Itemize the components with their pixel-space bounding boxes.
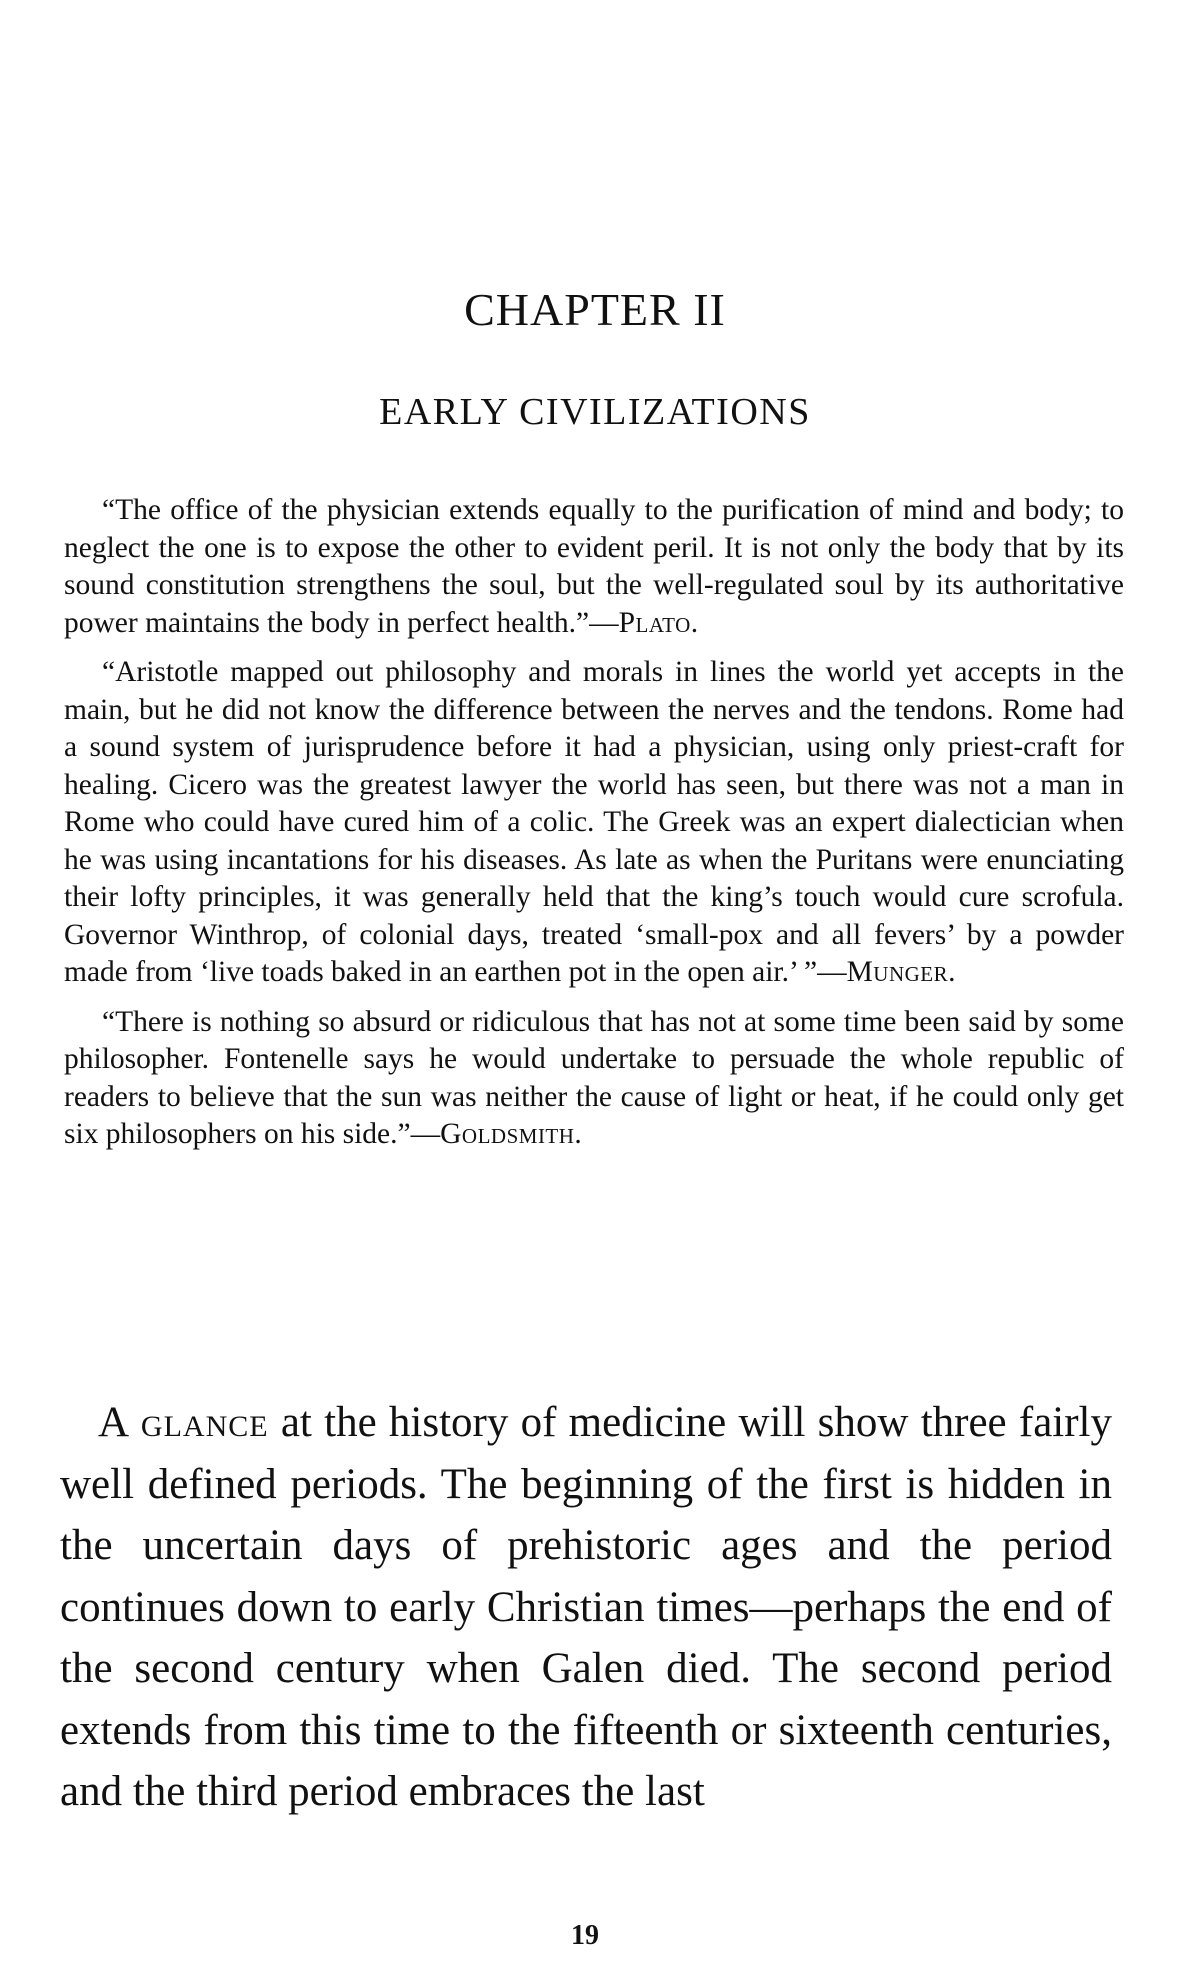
epigraph-munger <box>64 654 1124 992</box>
paragraph-lead-in: A glance <box>98 1399 269 1446</box>
epigraph-plato <box>64 492 1124 642</box>
chapter-title: EARLY CIVILIZATIONS <box>379 391 811 433</box>
epigraph-attribution: Munger. <box>846 956 957 988</box>
page-number: 19 <box>571 1920 599 1951</box>
epigraph-text: “The office of the physician extends equally to the purification of mind and body; to neglect the one is to expose the other to evident peril. It is not only the body that by its sound constitution strengthens the soul, but the well-regulated soul by its authoritative power maintains the body in perfect health.”— <box>64 494 1124 639</box>
epigraph-text: “There is nothing so absurd or ridiculous that has not at some time been said by some philosopher. Fontenelle says he would undertake to persuade the whole republic of readers to believe that the sun was neither the cause of light or heat, if he could only get six philosophers on his side.”— <box>64 1005 1124 1150</box>
paragraph-text: at the history of medicine will show three fairly well defined periods. The beginning of the first is hidden in the uncertain days of prehistoric ages and the period continues down to early Christian times—perhaps the end of the second century when Galen died. The second period extends from this time to the fifteenth or sixteenth centuries, and the third period embraces the last <box>60 1399 1112 1815</box>
epigraph-text: “Aristotle mapped out philosophy and morals in lines the world yet accepts in the main, but he did not know the difference between the nerves and the tendons. Rome had a sound system of jurisprudence before it had a physician, using only priest-craft for healing. Cicero was the greatest lawyer the world has seen, but there was not a man in Rome who could have cured him of a colic. The Greek was an expert dialectician when he was using incantations for his diseases. As late as when the Puritans were enunciating their lofty principles, it was generally held that the king’s touch would cure scrofula. Governor Winthrop, of colonial days, treated ‘small-pox and all fevers’ by a powder made from ‘live toads baked in an earthen pot in the open air.’ ”— <box>64 656 1124 988</box>
epigraph-attribution: Plato. <box>618 606 699 639</box>
chapter-number: CHAPTER II <box>464 284 726 335</box>
body-paragraph <box>60 1392 1112 1823</box>
epigraphs <box>64 492 1124 1166</box>
epigraph-attribution: Goldsmith. <box>440 1118 583 1150</box>
epigraph-goldsmith <box>64 1004 1124 1154</box>
